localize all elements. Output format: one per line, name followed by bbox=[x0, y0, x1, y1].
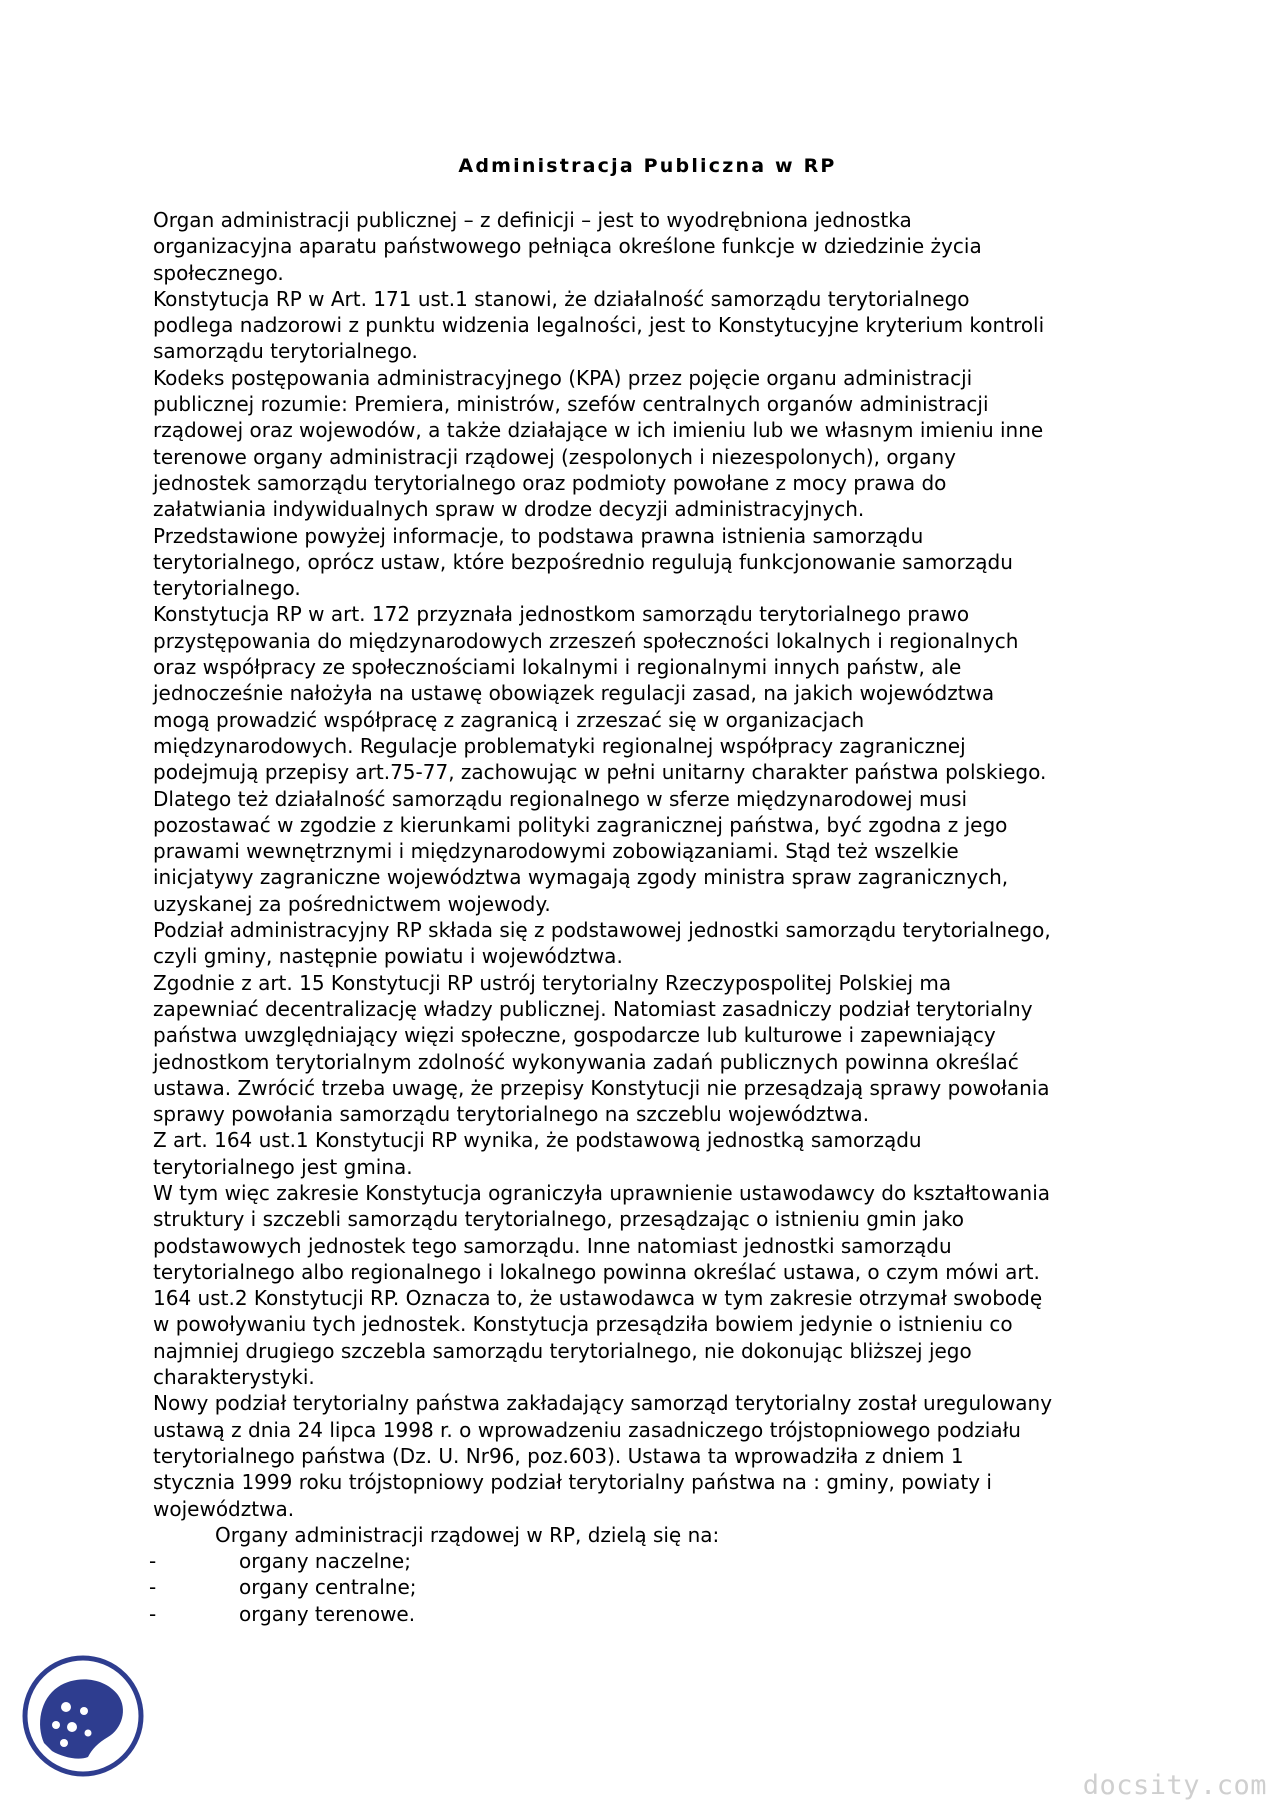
text-line: przystępowania do międzynarodowych zrzeszeń społeczności lokalnych i regionalnych bbox=[153, 628, 1019, 653]
text-line: czyli gminy, następnie powiatu i województwa. bbox=[153, 944, 623, 969]
text-line: prawami wewnętrznymi i międzynarodowymi zobowiązaniami. Stąd też wszelkie bbox=[153, 839, 959, 864]
text-line: mogą prowadzić współpracę z zagranicą i zrzeszać się w organizacjach bbox=[153, 707, 865, 732]
list-intro: Organy administracji rządowej w RP, dzielą się na: bbox=[215, 1522, 720, 1547]
list-item-dash: - bbox=[149, 1549, 157, 1574]
text-line: terytorialnego państwa (Dz. U. Nr96, poz.603). Ustawa ta wprowadziła z dniem 1 bbox=[153, 1443, 964, 1468]
text-line: publicznej rozumie: Premiera, ministrów, szefów centralnych organów administracji bbox=[153, 392, 989, 417]
text-line: międzynarodowych. Regulacje problematyki regionalnej współpracy zagranicznej bbox=[153, 733, 966, 758]
text-line: struktury i szczebli samorządu terytorialnego, przesądzając o istnieniu gmin jako bbox=[153, 1207, 964, 1232]
text-line: w powoływaniu tych jednostek. Konstytucja przesądziła bowiem jedynie o istnieniu co bbox=[153, 1312, 1013, 1337]
text-line: uzyskanej za pośrednictwem wojewody. bbox=[153, 891, 551, 916]
text-line: organizacyjna aparatu państwowego pełniąca określone funkcje w dziedzinie życia bbox=[153, 234, 982, 259]
text-line: rządowej oraz wojewodów, a także działające w ich imieniu lub we własnym imieniu inne bbox=[153, 418, 1044, 443]
document-body bbox=[149, 207, 1163, 1627]
text-line: pozostawać w zgodzie z kierunkami polityki zagranicznej państwa, być zgodna z jego bbox=[153, 812, 1008, 837]
text-line: najmniej drugiego szczebla samorządu terytorialnego, nie dokonując bliższej jego bbox=[153, 1338, 972, 1363]
list-item-dash: - bbox=[149, 1575, 157, 1600]
text-line: jednostek samorządu terytorialnego oraz podmioty powołane z mocy prawa do bbox=[153, 470, 947, 495]
text-line: Z art. 164 ust.1 Konstytucji RP wynika, że podstawową jednostką samorządu bbox=[153, 1128, 922, 1153]
text-line: 164 ust.2 Konstytucji RP. Oznacza to, że ustawodawca w tym zakresie otrzymał swobodę bbox=[153, 1286, 1043, 1311]
text-line: Zgodnie z art. 15 Konstytucji RP ustrój terytorialny Rzeczypospolitej Polskiej ma bbox=[153, 970, 952, 995]
text-line: Konstytucja RP w art. 172 przyznała jednostkom samorządu terytorialnego prawo bbox=[153, 602, 970, 627]
text-line: terytorialnego, oprócz ustaw, które bezpośrednio regulują funkcjonowanie samorządu bbox=[153, 549, 1013, 574]
document-title-text: Administracja Publiczna w RP bbox=[458, 155, 837, 177]
text-line: charakterystyki. bbox=[153, 1365, 315, 1390]
text-line: sprawy powołania samorządu terytorialnego na szczeblu województwa. bbox=[153, 1102, 870, 1127]
text-line: terenowe organy administracji rządowej (zespolonych i niezespolonych), organy bbox=[153, 444, 956, 469]
text-line: oraz współpracy ze społecznościami lokalnymi i regionalnymi innych państw, ale bbox=[153, 655, 962, 680]
text-line: W tym więc zakresie Konstytucja ograniczyła uprawnienie ustawodawcy do kształtowania bbox=[153, 1180, 1051, 1205]
text-line: ustawa. Zwrócić trzeba uwagę, że przepisy Konstytucji nie przesądzają sprawy powołania bbox=[153, 1075, 1050, 1100]
text-line: Organ administracji publicznej – z definicji – jest to wyodrębniona jednostka bbox=[153, 208, 912, 232]
text-line: podejmują przepisy art.75-77, zachowując w pełni unitarny charakter państwa polskiego. bbox=[153, 760, 1047, 785]
document-title bbox=[0, 155, 1280, 177]
text-line: zapewniać decentralizację władzy publicznej. Natomiast zasadniczy podział terytorialny bbox=[153, 996, 1033, 1021]
text-line: społecznego. bbox=[153, 260, 284, 285]
text-line: Podział administracyjny RP składa się z podstawowej jednostki samorządu terytorialnego, bbox=[153, 918, 1051, 943]
text-line: podstawowych jednostek tego samorządu. Inne natomiast jednostki samorządu bbox=[153, 1233, 952, 1258]
docsity-watermark: docsity.com bbox=[1082, 1770, 1267, 1801]
text-line: samorządu terytorialnego. bbox=[153, 339, 418, 364]
list-item-text: organy terenowe. bbox=[239, 1601, 416, 1626]
text-line: Nowy podział terytorialny państwa zakładający samorząd terytorialny został uregulowany bbox=[153, 1391, 1053, 1416]
docsity-logo-icon bbox=[22, 1655, 144, 1777]
text-line: terytorialnego. bbox=[153, 576, 301, 601]
list-item-text: organy naczelne; bbox=[239, 1549, 411, 1574]
list-item-text: organy centralne; bbox=[239, 1575, 417, 1600]
list-item bbox=[149, 1548, 1163, 1574]
text-line: Przedstawione powyżej informacje, to podstawa prawna istnienia samorządu bbox=[153, 523, 924, 548]
text-line: Konstytucja RP w Art. 171 ust.1 stanowi, że działalność samorządu terytorialnego bbox=[153, 286, 970, 311]
text-line: ustawą z dnia 24 lipca 1998 r. o wprowadzeniu zasadniczego trójstopniowego podziału bbox=[153, 1417, 1021, 1442]
text-line: inicjatywy zagraniczne województwa wymagają zgody ministra spraw zagranicznych, bbox=[153, 865, 1009, 890]
text-line: stycznia 1999 roku trójstopniowy podział terytorialny państwa na : gminy, powiaty i bbox=[153, 1470, 992, 1495]
text-line: podlega nadzorowi z punktu widzenia legalności, jest to Konstytucyjne kryterium kontroli bbox=[153, 313, 1045, 338]
text-line: państwa uwzględniający więzi społeczne, gospodarcze lub kulturowe i zapewniający bbox=[153, 1023, 996, 1048]
list-item bbox=[149, 1574, 1163, 1600]
text-line: Kodeks postępowania administracyjnego (KPA) przez pojęcie organu administracji bbox=[153, 365, 973, 390]
list-item bbox=[149, 1601, 1163, 1627]
text-line: województwa. bbox=[153, 1496, 295, 1521]
text-line: załatwiania indywidualnych spraw w drodze decyzji administracyjnych. bbox=[153, 497, 865, 522]
text-line: jednostkom terytorialnym zdolność wykonywania zadań publicznych powinna określać bbox=[153, 1049, 1019, 1074]
text-line: jednocześnie nałożyła na ustawę obowiązek regulacji zasad, na jakich województwa bbox=[153, 681, 995, 706]
text-line: terytorialnego jest gmina. bbox=[153, 1154, 413, 1179]
text-line: terytorialnego albo regionalnego i lokalnego powinna określać ustawa, o czym mówi art. bbox=[153, 1259, 1040, 1284]
text-line: Dlatego też działalność samorządu regionalnego w sferze międzynarodowej musi bbox=[153, 786, 968, 811]
list-item-dash: - bbox=[149, 1601, 157, 1626]
